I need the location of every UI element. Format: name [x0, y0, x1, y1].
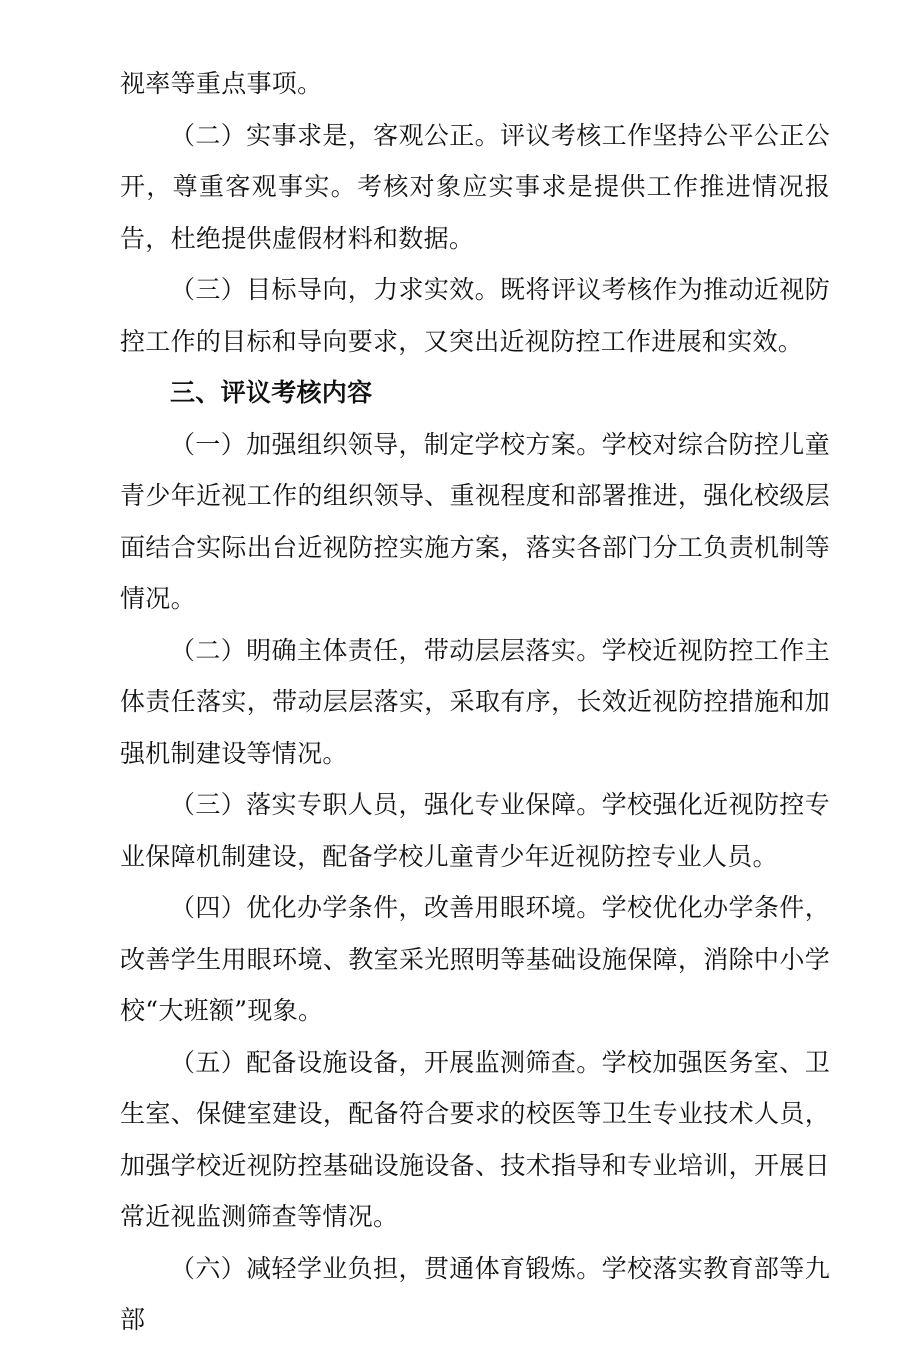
- paragraph-principle-2: （二）实事求是，客观公正。评议考核工作坚持公平公正公开，尊重客观事实。考核对象应实事求是提供工作推进情况报告，杜绝提供虚假材料和数据。: [120, 120, 830, 253]
- paragraph-content-2: （二）明确主体责任，带动层层落实。学校近视防控工作主体责任落实，带动层层落实，采取有序，长效近视防控措施和加强机制建设等情况。: [120, 635, 830, 768]
- paragraph-content-5: （五）配备设施设备，开展监测筛查。学校加强医务室、卫生室、保健室建设，配备符合要求的校医等卫生专业技术人员，加强学校近视防控基础设施设备、技术指导和专业培训，开展日常近视监测筛查等情况。: [120, 1047, 830, 1231]
- document-body: [120, 58, 830, 1346]
- section-heading-evaluation-content: 三、评议考核内容: [170, 378, 373, 407]
- paragraph-continuation: 视率等重点事项。: [120, 69, 323, 98]
- paragraph-content-1: （一）加强组织领导，制定学校方案。学校对综合防控儿童青少年近视工作的组织领导、重视程度和部署推进，强化校级层面结合实际出台近视防控实施方案，落实各部门分工负责机制等情况。: [120, 429, 830, 613]
- paragraph-principle-3: （三）目标导向，力求实效。既将评议考核作为推动近视防控工作的目标和导向要求，又突出近视防控工作进展和实效。: [120, 275, 830, 356]
- paragraph-content-4: （四）优化办学条件，改善用眼环境。学校优化办学条件，改善学生用眼环境、教室采光照明等基础设施保障，消除中小学校“大班额”现象。: [120, 893, 830, 1025]
- paragraph-content-6: （六）减轻学业负担，贯通体育锻炼。学校落实教育部等九部: [120, 1253, 830, 1334]
- paragraph-content-3: （三）落实专职人员，强化专业保障。学校强化近视防控专业保障机制建设，配备学校儿童青少年近视防控专业人员。: [120, 790, 830, 871]
